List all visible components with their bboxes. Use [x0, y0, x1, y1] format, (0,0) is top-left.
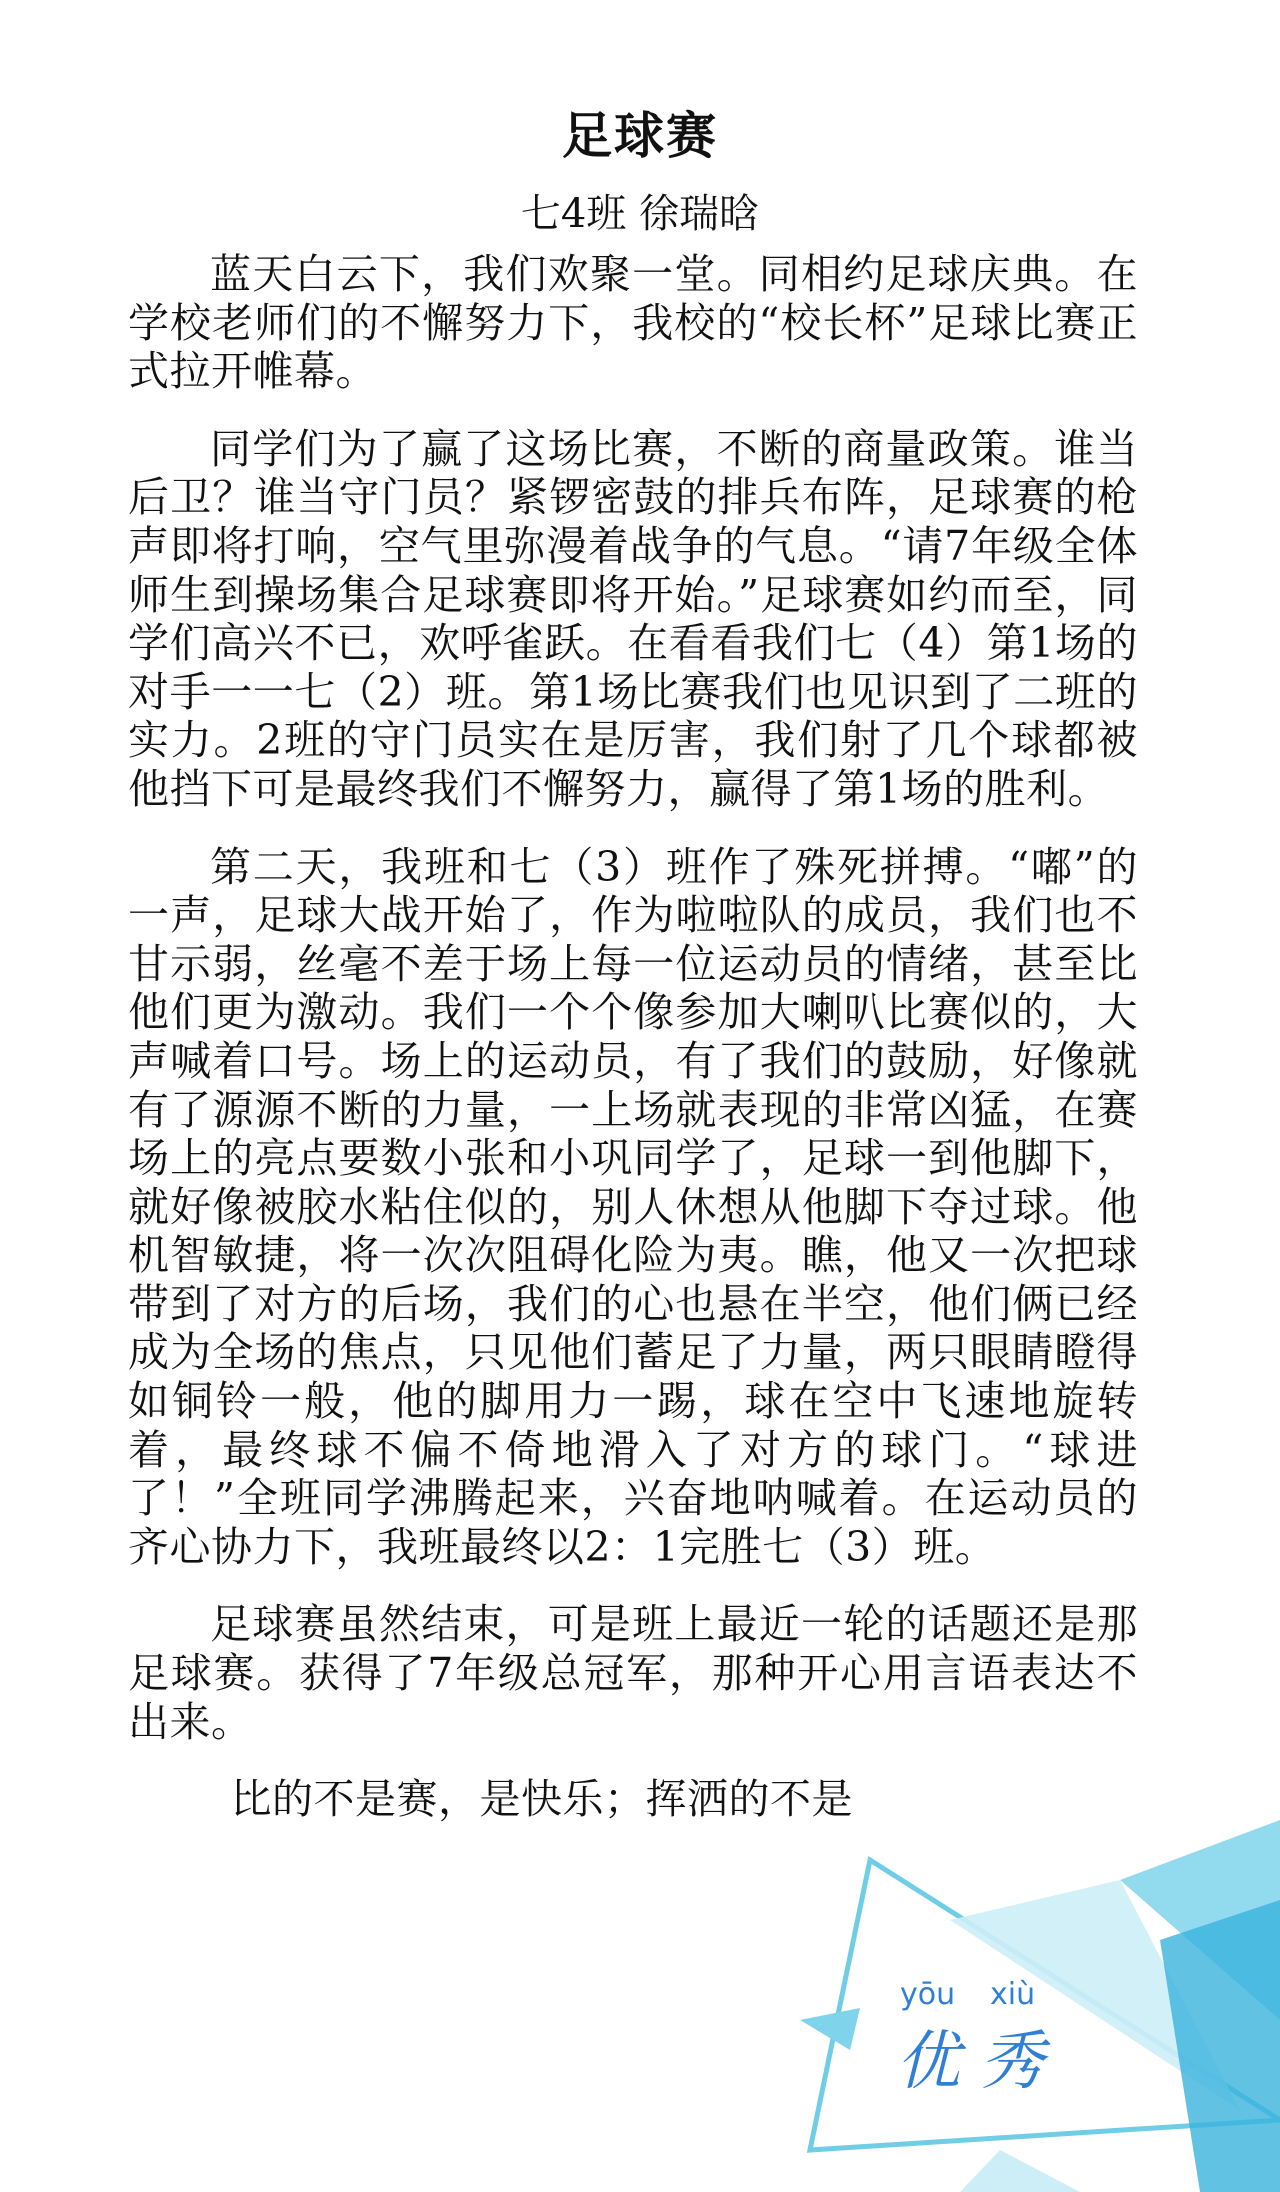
- essay-byline: 七4班 徐瑞晗: [520, 191, 760, 237]
- badge-pinyin-xiu: xiù: [990, 1977, 1036, 2012]
- paragraph-2: 同学们为了赢了这场比赛，不断的商量政策。谁当后卫？谁当守门员？紧锣密鼓的排兵布阵，足球赛的枪声即将打响，空气里弥漫着战争的气息。“请7年级全体师生到操场集合足球赛即将开始。”足球赛如约而至，同学们高兴不已，欢呼雀跃。在看看我们七（4）第1场的对手一一七（2）班。第1场比赛我们也见识到了二班的实力。2班的守门员实在是厉害，我们射了几个球都被他挡下可是最终我们不懈努力，赢得了第1场的胜利。: [128, 424, 1138, 813]
- essay-title: 足球赛: [562, 107, 718, 165]
- essay-body: [128, 250, 1138, 1853]
- badge-word: 优秀: [896, 2025, 1064, 2099]
- paragraph-5: 比的不是赛，是快乐；挥洒的不是: [230, 1775, 853, 1824]
- paragraph-4: 足球赛虽然结束，可是班上最近一轮的话题还是那足球赛。获得了7年级总冠军，那种开心用言语表达不出来。: [128, 1600, 1138, 1746]
- paragraph-3: 第二天，我班和七（3）班作了殊死拼搏。“嘟”的一声，足球大战开始了，作为啦啦队的成员，我们也不甘示弱，丝毫不差于场上每一位运动员的情绪，甚至比他们更为激动。我们一个个像参加大喇叭比赛似的，大声喊着口号。场上的运动员，有了我们的鼓励，好像就有了源源不断的力量，一上场就表现的非常凶猛，在赛场上的亮点要数小张和小巩同学了，足球一到他脚下，就好像被胶水粘住似的，别人休想从他脚下夺过球。他机智敏捷，将一次次阻碍化险为夷。瞧，他又一次把球带到了对方的后场，我们的心也悬在半空，他们俩已经成为全场的焦点，只见他们蓄足了力量，两只眼睛瞪得如铜铃一般，他的脚用力一踢，球在空中飞速地旋转着，最终球不偏不倚地滑入了对方的球门。“球进了！”全班同学沸腾起来，兴奋地呐喊着。在运动员的齐心协力下，我班最终以2：1完胜七（3）班。: [128, 842, 1138, 1571]
- paragraph-1: 蓝天白云下，我们欢聚一堂。同相约足球庆典。在学校老师们的不懈努力下，我校的“校长杯”足球比赛正式拉开帷幕。: [128, 250, 1138, 396]
- badge-pinyin-you: yōu: [900, 1977, 956, 2012]
